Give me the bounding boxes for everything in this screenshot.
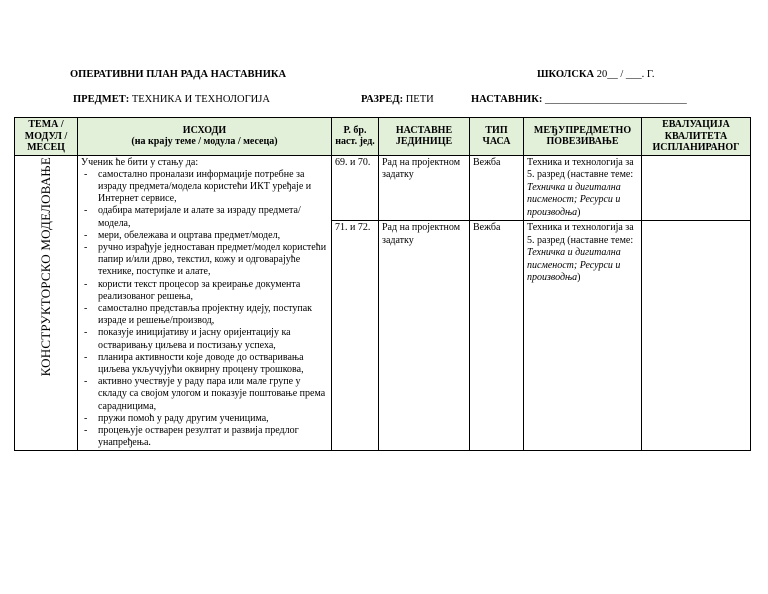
evaluation-cell xyxy=(642,221,751,451)
outcome-item: - ручно израђује једноставан предмет/модел користећи папир и/или дрво, текстил, кожу и одговарајуће технике, поступке и алате, xyxy=(81,242,328,279)
type-cell: Вежба xyxy=(470,221,524,451)
school-year-value: 20__ / ___. Г. xyxy=(596,69,655,80)
outcome-item: - процењује остварен резултат и развија предлог унапређења. xyxy=(81,425,328,449)
col-lesson-no: Р. бр. наст. јед. xyxy=(332,118,379,156)
outcome-item: - активно учествује у раду пара или мале групе у складу са својом улогом и показује поштовање према сарадницима, xyxy=(81,376,328,413)
cross-suffix: ) xyxy=(577,272,581,284)
theme-vertical-text: КОНСТРУКТОРСКО МОДЕЛОВАЊЕ xyxy=(38,156,53,376)
cross-suffix: ) xyxy=(577,206,581,218)
col-crosscurricular: МЕЂУПРЕДМЕТНО ПОВЕЗИВАЊЕ xyxy=(524,118,642,156)
type-cell: Вежба xyxy=(470,155,524,221)
outcome-item: - самостално проналази информације потребне за израду предмета/модела користећи ИКТ уређаје и Интернет сервисе, xyxy=(81,169,328,206)
col-units: НАСТАВНЕ ЈЕДИНИЦЕ xyxy=(379,118,470,156)
col-outcomes-title: ИСХОДИ xyxy=(182,124,227,136)
outcome-item: - самостално представља пројектну идеју, поступак израде и решење/производ, xyxy=(81,303,328,327)
crosscurricular-cell xyxy=(524,221,642,451)
cross-text: Техника и технологија за 5. разред (наставне теме: xyxy=(527,156,634,180)
outcome-item: - одабира материјале и алате за израду предмета/модела, xyxy=(81,205,328,229)
subject-label: ПРЕДМЕТ: xyxy=(73,94,130,105)
subject-value: ТЕХНИКА И ТЕХНОЛОГИЈА xyxy=(131,94,270,105)
col-outcomes xyxy=(78,118,332,156)
teacher-label: НАСТАВНИК: xyxy=(471,94,543,105)
outcome-item: - користи текст процесор за креирање документа реализованог решења, xyxy=(81,279,328,303)
grade-label: РАЗРЕД: xyxy=(361,94,404,105)
cross-text: Техника и технологија за 5. разред (наставне теме: xyxy=(527,222,634,246)
crosscurricular-cell xyxy=(524,155,642,221)
col-theme: ТЕМА / МОДУЛ / МЕСЕЦ xyxy=(15,118,78,156)
outcome-item: - мери, обележава и оцртава предмет/модел, xyxy=(81,230,328,242)
cross-topics: Техничка и дигитална писменост; Ресурси и производња xyxy=(527,181,621,218)
grade xyxy=(361,94,434,105)
grade-value: ПЕТИ xyxy=(405,94,434,105)
plan-title: ОПЕРАТИВНИ ПЛАН РАДА НАСТАВНИКА xyxy=(70,69,287,80)
lesson-no-cell: 69. и 70. xyxy=(332,155,379,221)
evaluation-cell xyxy=(642,155,751,221)
theme-cell xyxy=(15,155,78,451)
outcome-item: - показује иницијативу и јасну оријентацију ка остваривању циљева и постизању успеха, xyxy=(81,327,328,351)
header-row xyxy=(15,118,751,156)
teacher-value: ___________________________ xyxy=(544,94,687,105)
unit-cell: Рад на пројектном задатку xyxy=(379,155,470,221)
table-row xyxy=(15,155,751,221)
col-evaluation: ЕВАЛУАЦИЈА КВАЛИТЕТА ИСПЛАНИРАНОГ xyxy=(642,118,751,156)
col-type: ТИП ЧАСА xyxy=(470,118,524,156)
outcomes-list xyxy=(81,169,328,450)
subject xyxy=(73,94,270,105)
cross-topics: Техничка и дигитална писменост; Ресурси и производња xyxy=(527,247,621,284)
teacher xyxy=(471,94,687,105)
operational-plan-table xyxy=(14,117,751,451)
outcomes-cell xyxy=(78,155,332,451)
school-year xyxy=(537,69,654,80)
col-outcomes-sub: (на крају теме / модула / месеца) xyxy=(131,136,278,148)
outcomes-intro: Ученик ће бити у стању да: xyxy=(81,156,199,168)
outcome-item: - пружи помоћ у раду другим ученицима, xyxy=(81,413,328,425)
school-year-label: ШКОЛСКА xyxy=(537,69,595,80)
lesson-no-cell: 71. и 72. xyxy=(332,221,379,451)
outcome-item: - планира активности које доводе до остваривања циљева укључујући оквирну процену трошкова, xyxy=(81,352,328,376)
unit-cell: Рад на пројектном задатку xyxy=(379,221,470,451)
